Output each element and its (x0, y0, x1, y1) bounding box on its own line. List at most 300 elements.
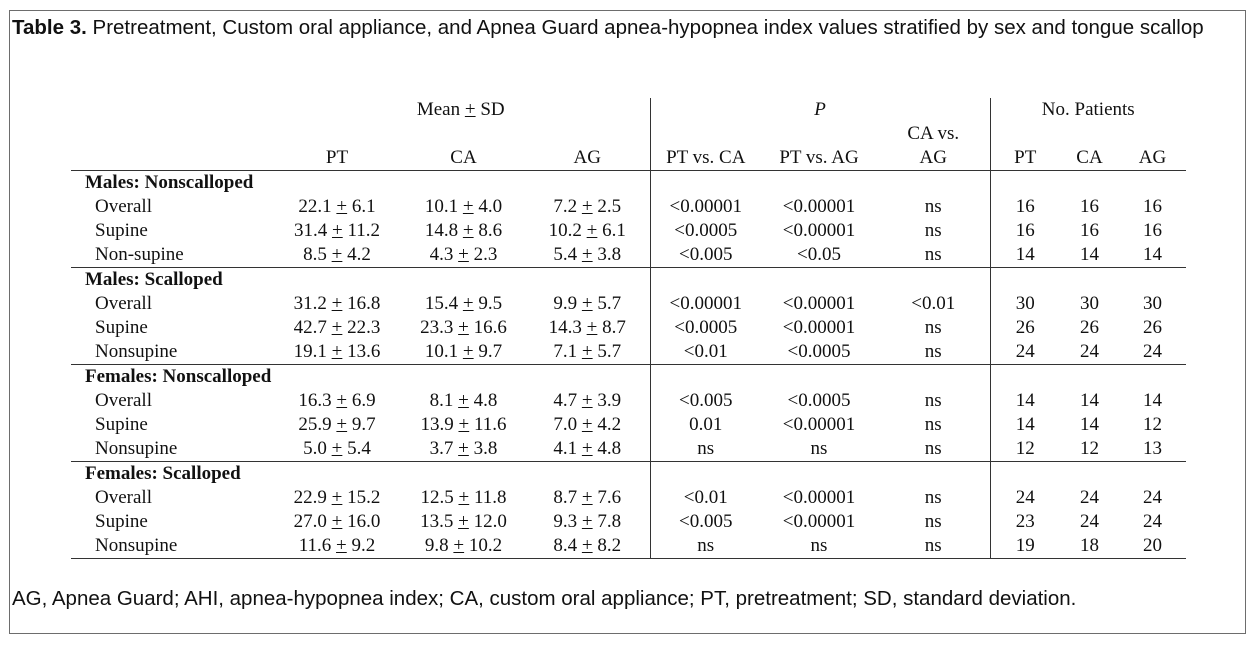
n-pt: 14 (990, 243, 1060, 268)
p-pt-vs-ag: <0.00001 (782, 196, 856, 217)
plus-minus-sign: + (581, 293, 593, 314)
n-ca: 12 (1060, 437, 1119, 462)
row-label: Overall (95, 390, 152, 411)
sd-value: 7.8 (597, 511, 622, 532)
n-ca: 16 (1080, 196, 1099, 217)
p-pt-vs-ca: <0.00001 (650, 195, 761, 219)
empty-cell (990, 171, 1060, 196)
n-ag: 20 (1119, 534, 1186, 559)
empty-cell (650, 268, 761, 293)
data-table-container (71, 98, 1186, 559)
mean-value: 8.7 (553, 487, 578, 508)
plus-minus-sign: + (581, 487, 593, 508)
p-pt-vs-ag: <0.00001 (782, 293, 856, 314)
n-pt: 24 (990, 340, 1060, 365)
sd-value: 6.1 (602, 220, 626, 241)
mean-value: 14.8 (424, 220, 459, 241)
table-row (71, 486, 1186, 510)
mean-value: 10.1 (424, 196, 459, 217)
ca-mean-sd (402, 413, 525, 437)
n-pt: 14 (990, 413, 1060, 437)
empty-cell (761, 462, 877, 487)
sd-value: 6.9 (351, 390, 376, 411)
plus-minus-sign: + (336, 196, 348, 217)
n-ca: 24 (1080, 511, 1099, 532)
ag-mean-sd (525, 486, 650, 510)
table-row (71, 413, 1186, 437)
section-header-row (71, 365, 1186, 390)
col-ca-vs-ag-line2: AG (877, 146, 990, 171)
p-pt-vs-ca: 0.01 (650, 413, 761, 437)
empty-cell (402, 365, 525, 390)
mean-value: 9.9 (553, 293, 578, 314)
mean-value: 4.3 (429, 244, 454, 265)
empty-cell (1060, 365, 1119, 390)
empty-cell (761, 171, 877, 196)
p-pt-vs-ca: <0.005 (650, 243, 761, 268)
n-ag: 24 (1143, 511, 1162, 532)
p-ca-vs-ag: ns (924, 414, 942, 435)
p-ca-vs-ag: ns (924, 196, 942, 217)
plus-minus-sign: + (331, 220, 343, 241)
pt-mean-sd (272, 292, 402, 316)
mean-value: 23.3 (420, 317, 454, 338)
col-n-ag: AG (1119, 146, 1186, 171)
n-pt: 14 (990, 389, 1060, 413)
empty-cell (402, 462, 525, 487)
p-pt-vs-ca: ns (650, 534, 761, 559)
plus-minus-sign: + (586, 220, 598, 241)
sd-value: 11.2 (347, 220, 380, 241)
ag-mean-sd (525, 389, 650, 413)
p-ca-vs-ag: ns (924, 220, 942, 241)
p-ca-vs-ag: ns (877, 534, 990, 559)
p-pt-vs-ag: ns (761, 534, 877, 559)
n-ag: 16 (1143, 196, 1162, 217)
section-title: Females: Scalloped (85, 463, 241, 484)
ag-mean-sd (525, 510, 650, 534)
mean-value: 5.4 (553, 244, 578, 265)
n-pt: 30 (990, 292, 1060, 316)
plus-minus-sign: + (453, 535, 465, 556)
section-title: Males: Scalloped (85, 269, 223, 290)
sd-value: 5.4 (347, 438, 371, 459)
row-label: Supine (95, 220, 148, 241)
table-row (71, 316, 1186, 340)
table-row (71, 292, 1186, 316)
col-n-pt: PT (990, 146, 1060, 171)
empty-cell (525, 171, 650, 196)
empty-cell (990, 365, 1060, 390)
sd-value: 16.6 (473, 317, 507, 338)
n-pt: 23 (990, 510, 1060, 534)
empty-cell (650, 462, 761, 487)
table-row (71, 340, 1186, 365)
row-label: Supine (95, 511, 148, 532)
table-row (71, 510, 1186, 534)
sd-value: 5.7 (597, 293, 622, 314)
mean-value: 8.4 (553, 535, 578, 556)
mean-value: 16.3 (298, 390, 332, 411)
plus-minus-sign: + (458, 317, 469, 338)
data-table (71, 98, 1186, 559)
p-ca-vs-ag: ns (877, 340, 990, 365)
ag-mean-sd (525, 219, 650, 243)
ag-mean-sd (525, 292, 650, 316)
pt-mean-sd (272, 219, 402, 243)
pt-mean-sd (272, 486, 402, 510)
pt-mean-sd (272, 243, 402, 268)
plus-minus-sign: + (331, 341, 343, 362)
plus-minus-sign: + (462, 196, 474, 217)
sd-value: 16.0 (347, 511, 381, 532)
n-ca: 18 (1060, 534, 1119, 559)
row-label: Overall (95, 487, 152, 508)
sd-value: 9.5 (478, 293, 503, 314)
plus-minus-sign: + (336, 535, 347, 556)
p-pt-vs-ca: <0.0005 (650, 219, 761, 243)
empty-cell (525, 462, 650, 487)
p-ca-vs-ag: ns (877, 243, 990, 268)
empty-cell (272, 171, 402, 196)
empty-cell (877, 365, 990, 390)
plus-minus-sign: + (331, 293, 343, 314)
plus-minus-sign: + (458, 438, 469, 459)
ca-mean-sd (402, 195, 525, 219)
table-row (71, 534, 1186, 559)
pt-mean-sd (272, 195, 402, 219)
pt-mean-sd (272, 510, 402, 534)
plus-minus-sign: + (458, 390, 469, 411)
mean-value: 3.7 (429, 438, 454, 459)
empty-cell (877, 171, 990, 196)
mean-value: 4.7 (553, 390, 578, 411)
n-ag: 14 (1119, 243, 1186, 268)
mean-value: 9.3 (553, 511, 578, 532)
n-ag: 24 (1143, 487, 1162, 508)
col-ca-vs-ag-line1: CA vs. (907, 123, 960, 144)
patients-header: No. Patients (990, 98, 1186, 122)
p-pt-vs-ca: <0.005 (650, 510, 761, 534)
sd-value: 13.6 (347, 341, 381, 362)
empty-cell (1060, 462, 1119, 487)
n-pt: 19 (990, 534, 1060, 559)
sd-value: 16.8 (347, 293, 381, 314)
n-pt: 16 (990, 195, 1060, 219)
ag-mean-sd (525, 534, 650, 559)
col-ca: CA (402, 146, 525, 171)
mean-value: 12.5 (420, 487, 454, 508)
empty-cell (1119, 171, 1186, 196)
mean-value: 10.2 (548, 220, 582, 241)
col-ag: AG (525, 146, 650, 171)
p-ca-vs-ag: ns (924, 511, 942, 532)
n-ca: 24 (1060, 340, 1119, 365)
mean-value: 19.1 (293, 341, 327, 362)
empty-cell (272, 462, 402, 487)
plus-minus-sign: + (581, 390, 593, 411)
sd-value: 4.0 (478, 196, 503, 217)
n-pt: 12 (990, 437, 1060, 462)
n-ag: 13 (1119, 437, 1186, 462)
row-label: Nonsupine (71, 534, 272, 559)
empty-cell (877, 462, 990, 487)
sd-value: 11.8 (473, 487, 507, 508)
mean-value: 13.5 (420, 511, 454, 532)
ca-mean-sd (402, 316, 525, 340)
ca-mean-sd (402, 534, 525, 559)
empty-cell (1060, 268, 1119, 293)
sd-value: 2.5 (597, 196, 622, 217)
p-pt-vs-ag: <0.00001 (782, 487, 856, 508)
ca-mean-sd (402, 437, 525, 462)
sd-value: 9.7 (478, 341, 503, 362)
mean-value: 15.4 (424, 293, 459, 314)
p-pt-vs-ca: ns (650, 437, 761, 462)
n-ag: 24 (1119, 340, 1186, 365)
col-n-ca: CA (1060, 146, 1119, 171)
sd-value: 5.7 (597, 341, 622, 362)
empty-cell (1119, 268, 1186, 293)
plus-minus-sign: + (458, 511, 469, 532)
empty-cell (402, 171, 525, 196)
mean-sd-header (272, 98, 650, 122)
section-header-row (71, 462, 1186, 487)
ca-mean-sd (402, 292, 525, 316)
plus-minus-sign: + (331, 438, 343, 459)
p-ca-vs-ag: ns (924, 487, 942, 508)
sd-value: 8.2 (597, 535, 622, 556)
plus-minus-sign: + (331, 244, 343, 265)
caption-label: Table 3. (12, 16, 87, 39)
n-ca: 14 (1060, 243, 1119, 268)
n-ag: 16 (1143, 220, 1162, 241)
plus-minus-sign: + (462, 220, 474, 241)
row-label: Supine (95, 414, 148, 435)
ag-mean-sd (525, 340, 650, 365)
p-pt-vs-ag: <0.00001 (782, 414, 856, 435)
ag-mean-sd (525, 316, 650, 340)
p-header: P (650, 98, 990, 122)
sd-value: 4.8 (597, 438, 622, 459)
p-pt-vs-ca: <0.005 (650, 389, 761, 413)
table-row (71, 389, 1186, 413)
plus-minus-sign: + (581, 244, 593, 265)
p-pt-vs-ag: <0.0005 (761, 340, 877, 365)
pt-mean-sd (272, 437, 402, 462)
n-pt: 16 (990, 219, 1060, 243)
p-pt-vs-ca: <0.01 (650, 486, 761, 510)
p-pt-vs-ag: <0.0005 (787, 390, 851, 411)
mean-value: 13.9 (420, 414, 454, 435)
row-label: Supine (95, 317, 148, 338)
column-header-row (71, 146, 1186, 171)
p-ca-vs-ag: ns (924, 390, 942, 411)
ca-mean-sd (402, 340, 525, 365)
sd-value: 9.7 (351, 414, 376, 435)
mean-value: 25.9 (298, 414, 332, 435)
empty-cell (1119, 462, 1186, 487)
p-pt-vs-ca: <0.00001 (650, 292, 761, 316)
plus-minus-sign: + (331, 317, 343, 338)
mean-value: 42.7 (293, 317, 327, 338)
sd-value: 7.6 (597, 487, 622, 508)
ca-mean-sd (402, 389, 525, 413)
section-title: Males: Nonscalloped (85, 172, 254, 193)
mean-value: 22.1 (298, 196, 332, 217)
sd-value: 4.8 (473, 390, 498, 411)
plus-minus-sign: + (331, 511, 343, 532)
n-ca: 24 (1080, 487, 1099, 508)
ag-mean-sd (525, 413, 650, 437)
n-ag: 26 (1143, 317, 1162, 338)
section-header-row (71, 171, 1186, 196)
sd-value: 8.6 (478, 220, 503, 241)
empty-cell (272, 365, 402, 390)
p-pt-vs-ag: <0.00001 (782, 220, 856, 241)
n-ca: 14 (1080, 390, 1099, 411)
plus-minus-sign: + (458, 414, 470, 435)
n-ag: 30 (1143, 293, 1162, 314)
mean-value: 8.1 (429, 390, 454, 411)
ca-mean-sd (402, 486, 525, 510)
table-row (71, 195, 1186, 219)
sd-value: 4.2 (347, 244, 371, 265)
mean-value: 7.2 (553, 196, 578, 217)
p-pt-vs-ag: <0.00001 (782, 511, 856, 532)
sd-value: 3.8 (597, 244, 622, 265)
sd-value: 12.0 (473, 511, 507, 532)
empty-cell (761, 365, 877, 390)
p-ca-vs-ag: ns (877, 437, 990, 462)
p-pt-vs-ca: <0.01 (650, 340, 761, 365)
ag-mean-sd (525, 195, 650, 219)
plus-minus-sign: + (581, 511, 593, 532)
sd-value: 3.8 (473, 438, 498, 459)
section-header-row (71, 268, 1186, 293)
mean-value: 8.5 (303, 244, 327, 265)
row-label: Nonsupine (71, 437, 272, 462)
row-label: Overall (95, 196, 152, 217)
pt-mean-sd (272, 534, 402, 559)
n-ca: 30 (1080, 293, 1099, 314)
mean-value: 27.0 (293, 511, 327, 532)
sd-value: 4.2 (597, 414, 622, 435)
p-pt-vs-ag: ns (761, 437, 877, 462)
empty-cell (525, 365, 650, 390)
ca-mean-sd (402, 243, 525, 268)
empty-cell (272, 268, 402, 293)
empty-cell (1060, 171, 1119, 196)
plus-minus-sign: + (462, 341, 474, 362)
mean-value: 4.1 (553, 438, 578, 459)
pt-mean-sd (272, 316, 402, 340)
plus-minus-sign: + (586, 317, 598, 338)
sd-value: 9.2 (351, 535, 376, 556)
plus-minus-sign: + (581, 341, 593, 362)
table-body (71, 171, 1186, 559)
mean-value: 11.6 (298, 535, 332, 556)
ag-mean-sd (525, 437, 650, 462)
n-ca: 14 (1080, 414, 1099, 435)
sd-value: 8.7 (602, 317, 626, 338)
plus-minus-sign: + (581, 414, 593, 435)
n-ag: 12 (1143, 414, 1162, 435)
plus-minus-sign: + (336, 414, 348, 435)
table-row (71, 243, 1186, 268)
plus-minus-sign: + (331, 487, 343, 508)
p-ca-vs-ag: <0.01 (911, 293, 956, 314)
sd-value: 3.9 (597, 390, 622, 411)
empty-cell (402, 268, 525, 293)
plus-minus-sign: + (336, 390, 348, 411)
ca-mean-sd (402, 219, 525, 243)
mean-value: 10.1 (424, 341, 459, 362)
mean-value: 7.1 (553, 341, 578, 362)
empty-cell (761, 268, 877, 293)
col-pt: PT (272, 146, 402, 171)
ag-mean-sd (525, 243, 650, 268)
mean-value: 14.3 (548, 317, 582, 338)
n-ca: 16 (1080, 220, 1099, 241)
table-footnote: AG, Apnea Guard; AHI, apnea-hypopnea index; CA, custom oral appliance; PT, pretreatment; SD, standard deviation. (12, 587, 1077, 610)
mean-value: 22.9 (293, 487, 327, 508)
sd-value: 22.3 (347, 317, 381, 338)
sd-value: 2.3 (473, 244, 498, 265)
mean-sd-header-text: Mean + SD (416, 99, 505, 120)
sd-value: 10.2 (468, 535, 503, 556)
mean-value: 9.8 (424, 535, 449, 556)
pt-mean-sd (272, 389, 402, 413)
empty-cell (525, 268, 650, 293)
pt-mean-sd (272, 413, 402, 437)
n-ca: 26 (1080, 317, 1099, 338)
mean-value: 31.2 (293, 293, 327, 314)
sd-value: 11.6 (473, 414, 507, 435)
row-label: Non-supine (71, 243, 272, 268)
mean-value: 7.0 (553, 414, 578, 435)
n-ag: 14 (1143, 390, 1162, 411)
ca-mean-sd (402, 510, 525, 534)
row-label: Overall (95, 293, 152, 314)
p-ca-vs-ag: ns (924, 317, 942, 338)
header-spacer-row (71, 122, 1186, 146)
row-label: Nonsupine (71, 340, 272, 365)
pt-mean-sd (272, 340, 402, 365)
plus-minus-sign: + (581, 438, 593, 459)
caption-text: Pretreatment, Custom oral appliance, and Apnea Guard apnea-hypopnea index values stratified by sex and tongue scallop (86, 16, 1204, 39)
empty-cell (990, 462, 1060, 487)
mean-value: 5.0 (303, 438, 327, 459)
plus-minus-sign: + (581, 535, 593, 556)
col-pt-vs-ag: PT vs. AG (761, 146, 877, 171)
p-pt-vs-ca: <0.0005 (650, 316, 761, 340)
p-pt-vs-ag: <0.05 (761, 243, 877, 268)
n-pt: 24 (990, 486, 1060, 510)
plus-minus-sign: + (581, 196, 593, 217)
section-title: Females: Nonscalloped (85, 366, 272, 387)
empty-cell (990, 268, 1060, 293)
n-pt: 26 (990, 316, 1060, 340)
group-header-row (71, 98, 1186, 122)
table-row (71, 437, 1186, 462)
empty-cell (1119, 365, 1186, 390)
plus-minus-sign: + (458, 244, 469, 265)
sd-value: 15.2 (347, 487, 381, 508)
plus-minus-sign: + (462, 293, 474, 314)
empty-cell (650, 171, 761, 196)
mean-value: 31.4 (293, 220, 328, 241)
